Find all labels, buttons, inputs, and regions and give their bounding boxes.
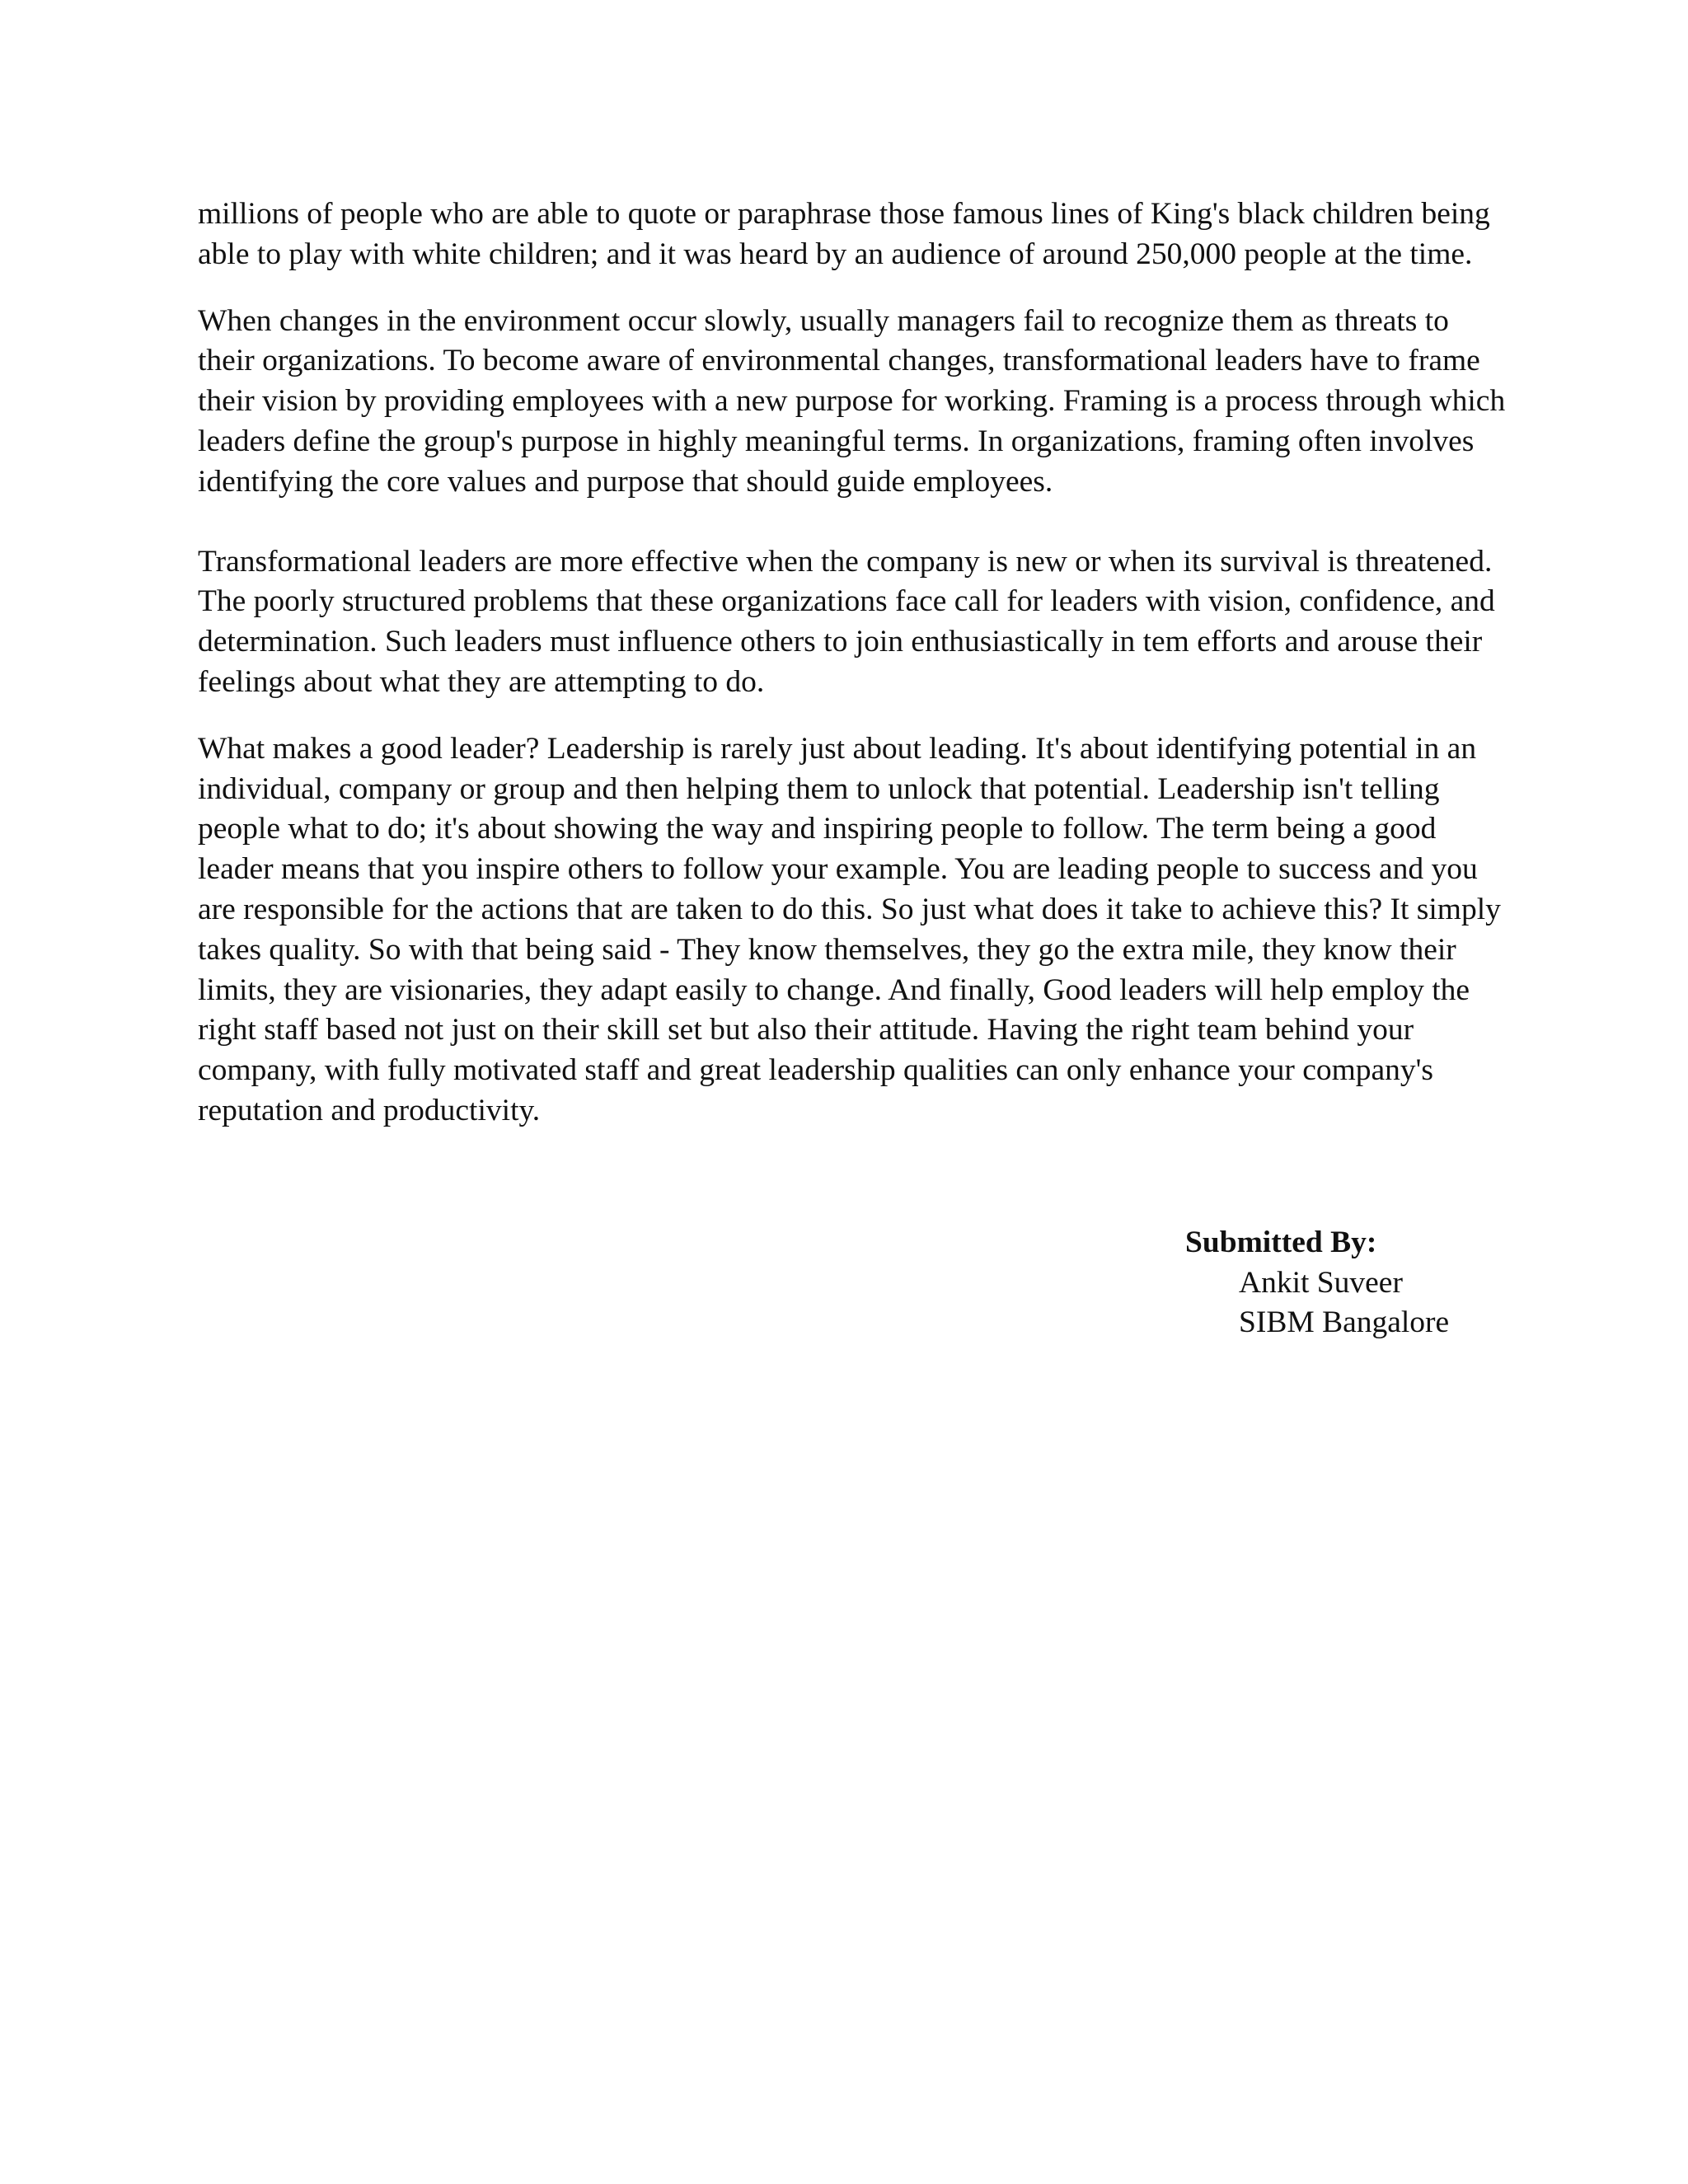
paragraph-line: are responsible for the actions that are taken to do this. So just what does it take to achieve this? It simply xyxy=(198,892,1501,926)
paragraph-line: their vision by providing employees with a new purpose for working. Framing is a process through which xyxy=(198,384,1506,419)
paragraph-2 xyxy=(198,302,1506,503)
paragraph-line: people what to do; it's about showing the way and inspiring people to follow. The term being a good xyxy=(198,812,1437,846)
paragraph-line: takes quality. So with that being said - They know themselves, they go the extra mile, they know their xyxy=(198,932,1456,967)
paragraph-1 xyxy=(198,194,1500,275)
signature-heading: Submitted By: xyxy=(1185,1226,1377,1259)
paragraph-line: leaders define the group's purpose in highly meaningful terms. In organizations, framing often involves xyxy=(198,424,1475,458)
paragraph-line: their organizations. To become aware of environmental changes, transformational leaders have to frame xyxy=(198,344,1480,378)
paragraph-4 xyxy=(198,729,1500,1132)
paragraph-line: Transformational leaders are more effective when the company is new or when its survival is threatened. xyxy=(198,544,1493,579)
paragraph-line: right staff based not just on their skill set but also their attitude. Having the right team behind your xyxy=(198,1013,1414,1047)
author-name: Ankit Suveer xyxy=(1239,1265,1403,1300)
paragraph-line: reputation and productivity. xyxy=(198,1093,541,1127)
paragraph-line: millions of people who are able to quote or paraphrase those famous lines of King's black children being xyxy=(198,197,1490,231)
paragraph-line: feelings about what they are attempting to do. xyxy=(198,664,765,699)
paragraph-line: able to play with white children; and it was heard by an audience of around 250,000 people at the time. xyxy=(198,237,1473,271)
paragraph-line: leader means that you inspire others to follow your example. You are leading people to success and you xyxy=(198,852,1478,887)
paragraph-line: individual, company or group and then helping them to unlock that potential. Leadership isn't telling xyxy=(198,771,1440,806)
document-body xyxy=(198,194,1506,1132)
paragraph-line: What makes a good leader? Leadership is rarely just about leading. It's about identifying potential in an xyxy=(198,731,1477,766)
paragraph-3 xyxy=(198,542,1500,703)
paragraph-line: company, with fully motivated staff and great leadership qualities can only enhance your company's xyxy=(198,1053,1434,1088)
paragraph-line: The poorly structured problems that these organizations face call for leaders with vision, confidence, and xyxy=(198,584,1495,619)
paragraph-line: When changes in the environment occur slowly, usually managers fail to recognize them as threats to xyxy=(198,303,1449,338)
author-institution: SIBM Bangalore xyxy=(1239,1305,1450,1339)
paragraph-line: identifying the core values and purpose that should guide employees. xyxy=(198,464,1053,499)
paragraph-line: limits, they are visionaries, they adapt easily to change. And finally, Good leaders will help employ the xyxy=(198,972,1470,1007)
signature-block xyxy=(1185,1223,1449,1343)
paragraph-line: determination. Such leaders must influence others to join enthusiastically in tem efforts and arouse their xyxy=(198,625,1483,659)
